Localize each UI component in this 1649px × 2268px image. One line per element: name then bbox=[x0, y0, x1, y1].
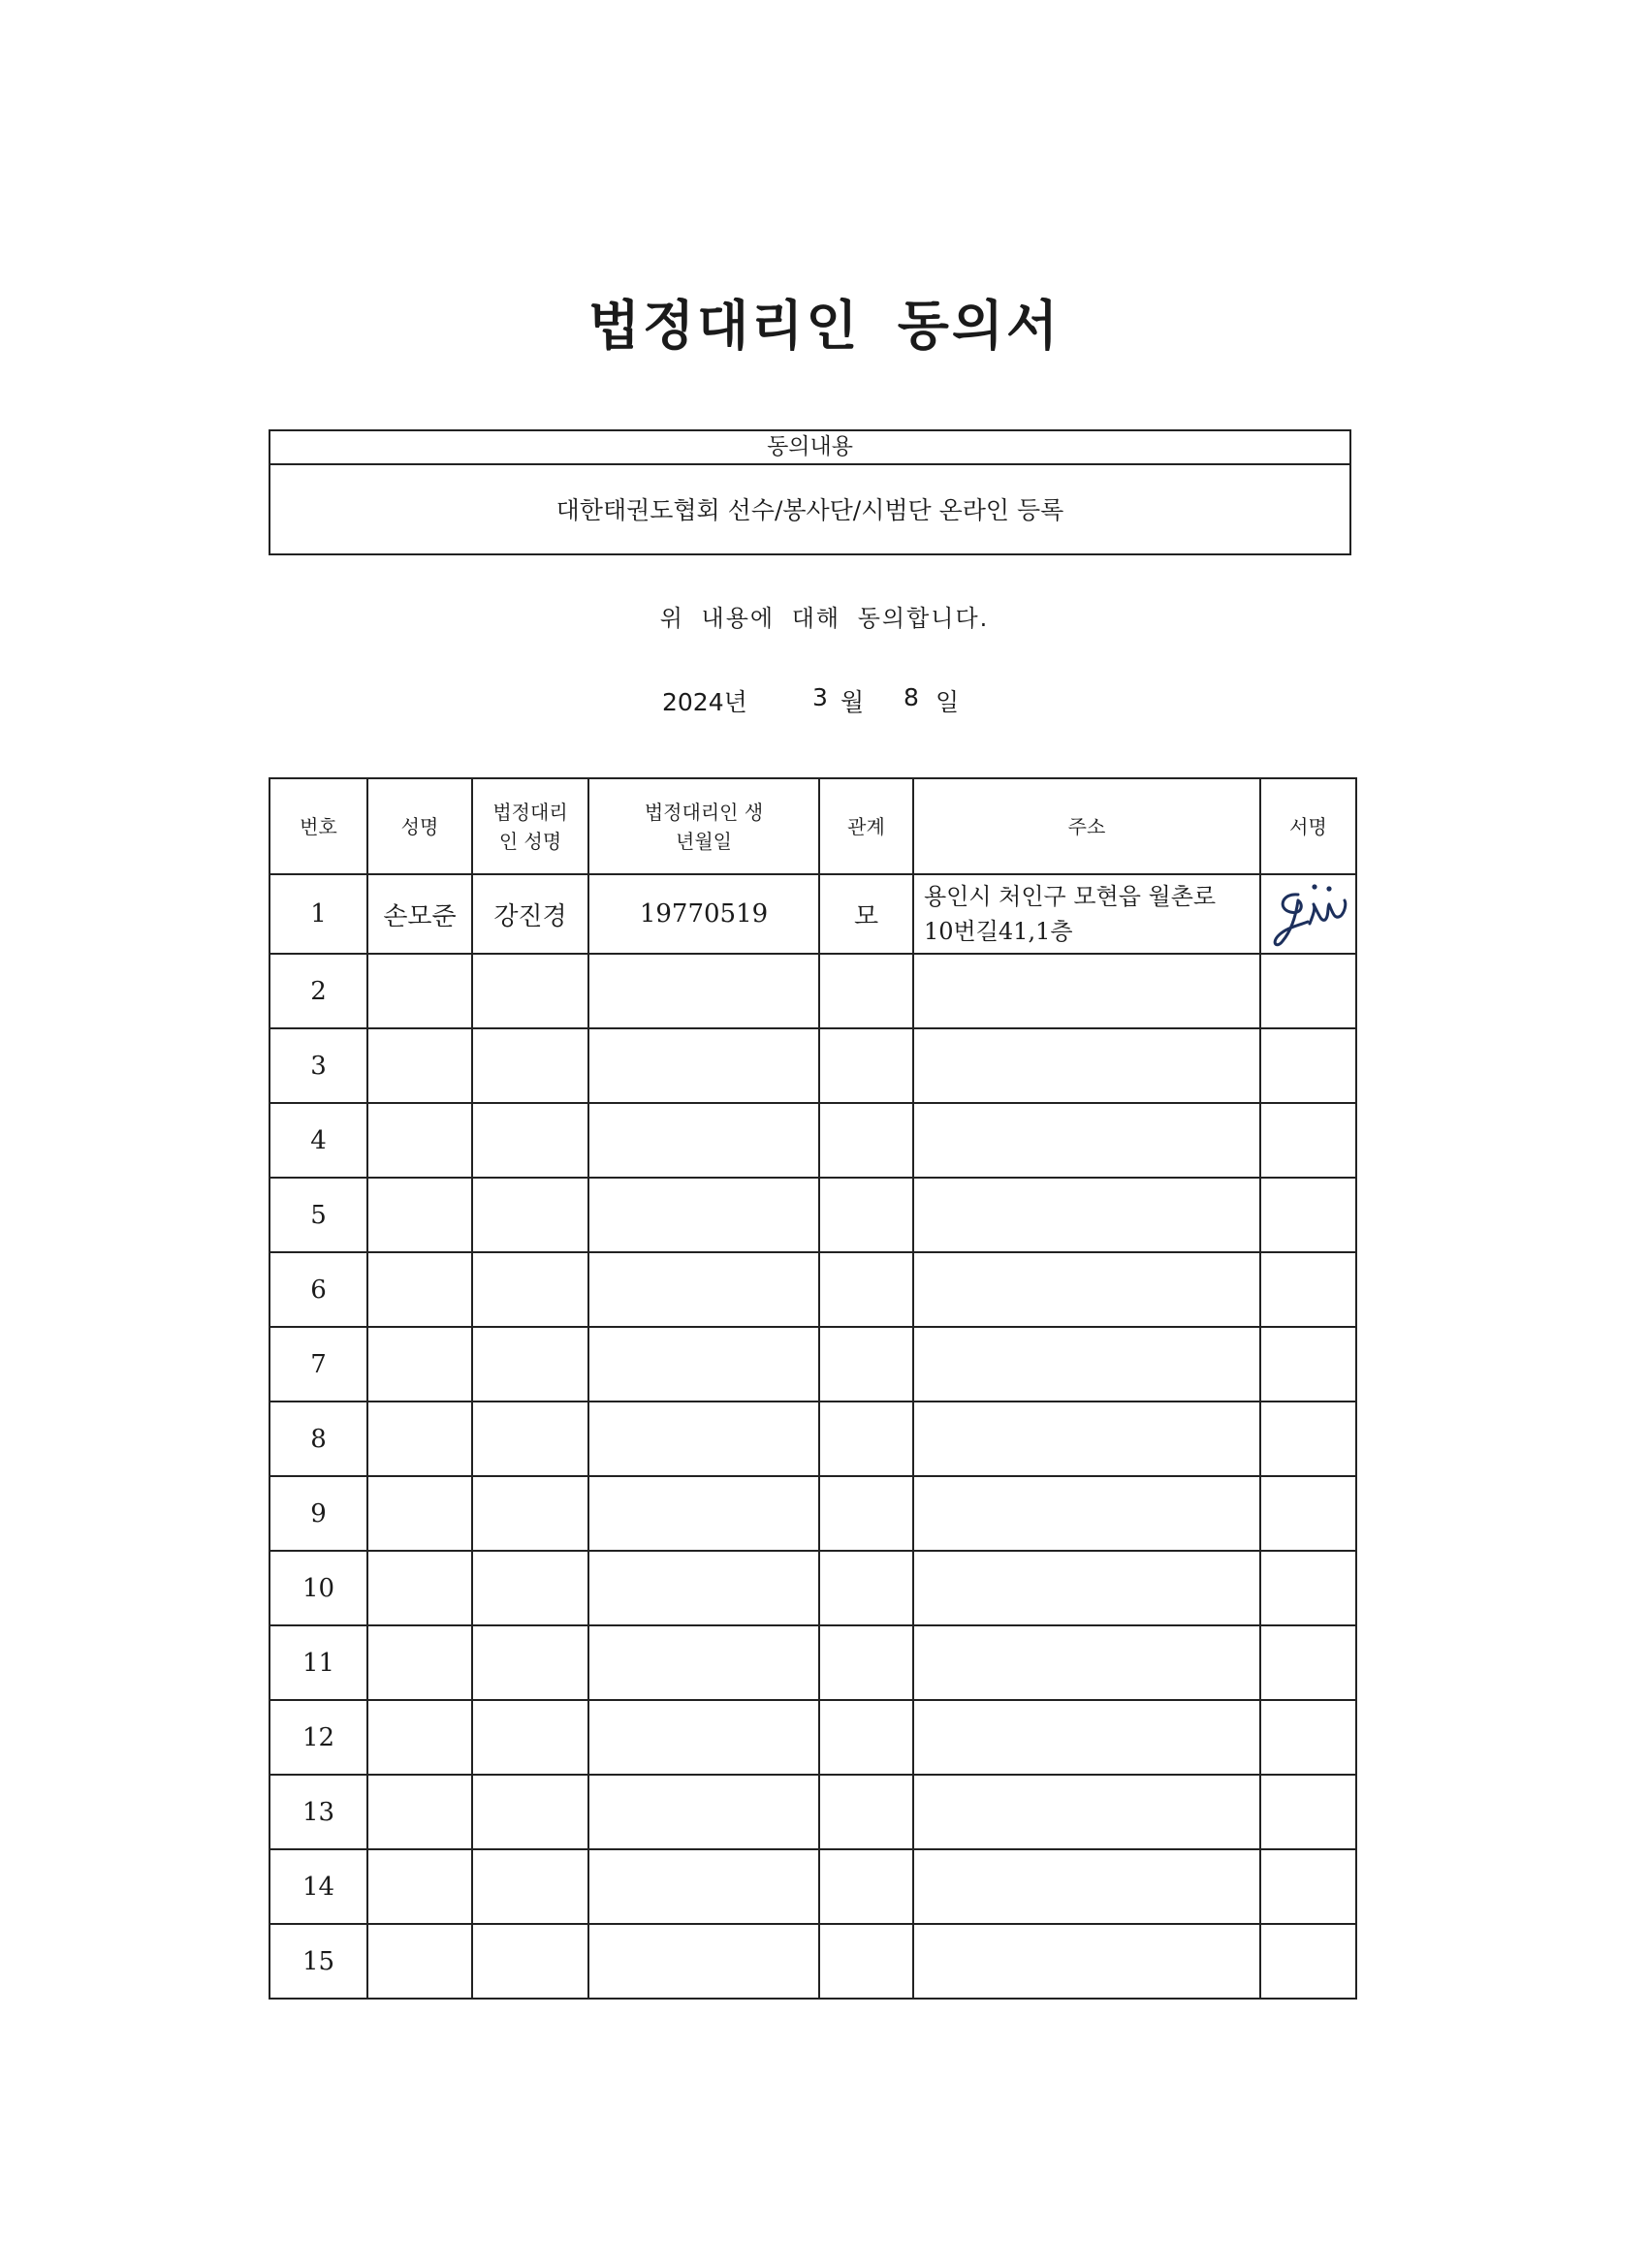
row-address bbox=[913, 1625, 1260, 1700]
row-no: 6 bbox=[270, 1252, 367, 1327]
row-no: 12 bbox=[270, 1700, 367, 1775]
row-guardian-name bbox=[472, 1476, 588, 1551]
row-name bbox=[367, 1775, 472, 1849]
row-guardian-birth bbox=[588, 1103, 819, 1178]
row-relation bbox=[819, 1327, 913, 1402]
row-signature bbox=[1260, 1700, 1356, 1775]
row-relation bbox=[819, 1252, 913, 1327]
row-relation bbox=[819, 1700, 913, 1775]
row-name bbox=[367, 1252, 472, 1327]
row-guardian-birth bbox=[588, 1178, 819, 1252]
header-guardian-name: 법정대리인 성명 bbox=[472, 778, 588, 874]
row-name bbox=[367, 1849, 472, 1924]
row-address bbox=[913, 954, 1260, 1028]
row-name bbox=[367, 1178, 472, 1252]
row-guardian-birth bbox=[588, 954, 819, 1028]
row-no: 1 bbox=[270, 874, 367, 954]
row-address bbox=[913, 1551, 1260, 1625]
row-signature bbox=[1260, 1252, 1356, 1327]
row-no: 9 bbox=[270, 1476, 367, 1551]
row-relation bbox=[819, 1028, 913, 1103]
row-no: 13 bbox=[270, 1775, 367, 1849]
registration-table bbox=[269, 777, 1357, 2000]
row-signature bbox=[1260, 1028, 1356, 1103]
consent-box bbox=[269, 429, 1351, 555]
row-guardian-birth bbox=[588, 1402, 819, 1476]
row-relation bbox=[819, 1178, 913, 1252]
date-year: 2024년 bbox=[662, 688, 747, 716]
header-guardian-birth: 법정대리인 생년월일 bbox=[588, 778, 819, 874]
row-signature bbox=[1260, 1775, 1356, 1849]
row-guardian-name bbox=[472, 954, 588, 1028]
row-no: 11 bbox=[270, 1625, 367, 1700]
row-address bbox=[913, 1103, 1260, 1178]
row-guardian-name bbox=[472, 1252, 588, 1327]
row-no: 5 bbox=[270, 1178, 367, 1252]
row-address bbox=[913, 1775, 1260, 1849]
row-address bbox=[913, 1028, 1260, 1103]
row-guardian-birth bbox=[588, 1625, 819, 1700]
row-name bbox=[367, 1551, 472, 1625]
row-relation bbox=[819, 954, 913, 1028]
table-row bbox=[270, 1028, 1356, 1103]
row-no: 2 bbox=[270, 954, 367, 1028]
row-signature bbox=[1260, 1924, 1356, 1999]
row-signature bbox=[1260, 1551, 1356, 1625]
row-signature bbox=[1260, 1402, 1356, 1476]
row-guardian-birth: 19770519 bbox=[588, 874, 819, 954]
row-no: 7 bbox=[270, 1327, 367, 1402]
row-guardian-birth bbox=[588, 1849, 819, 1924]
row-guardian-name bbox=[472, 1402, 588, 1476]
row-guardian-name: 강진경 bbox=[472, 874, 588, 954]
row-guardian-name bbox=[472, 1924, 588, 1999]
row-address bbox=[913, 1327, 1260, 1402]
row-guardian-name bbox=[472, 1700, 588, 1775]
table-row bbox=[270, 1327, 1356, 1402]
row-relation bbox=[819, 1849, 913, 1924]
table-row bbox=[270, 1625, 1356, 1700]
table-row bbox=[270, 1700, 1356, 1775]
row-relation bbox=[819, 1924, 913, 1999]
date-month: 3 bbox=[812, 683, 828, 711]
date-day-unit: 일 bbox=[935, 688, 960, 716]
row-no: 14 bbox=[270, 1849, 367, 1924]
row-relation: 모 bbox=[819, 874, 913, 954]
row-name: 손모준 bbox=[367, 874, 472, 954]
row-signature bbox=[1260, 1103, 1356, 1178]
row-signature bbox=[1260, 874, 1356, 954]
table-row bbox=[270, 1775, 1356, 1849]
table-row bbox=[270, 1402, 1356, 1476]
table-row bbox=[270, 954, 1356, 1028]
row-address: 용인시 처인구 모현읍 월촌로 10번길41,1층 bbox=[913, 874, 1260, 954]
table-row bbox=[270, 1178, 1356, 1252]
row-no: 3 bbox=[270, 1028, 367, 1103]
date-month-unit: 월 bbox=[840, 688, 865, 716]
row-address bbox=[913, 1924, 1260, 1999]
row-guardian-name bbox=[472, 1028, 588, 1103]
row-no: 8 bbox=[270, 1402, 367, 1476]
row-guardian-name bbox=[472, 1178, 588, 1252]
header-signature: 서명 bbox=[1260, 778, 1356, 874]
row-name bbox=[367, 1327, 472, 1402]
header-name: 성명 bbox=[367, 778, 472, 874]
agreement-statement: 위 내용에 대해 동의합니다. bbox=[659, 605, 990, 632]
row-relation bbox=[819, 1625, 913, 1700]
row-guardian-birth bbox=[588, 1700, 819, 1775]
row-name bbox=[367, 1700, 472, 1775]
row-relation bbox=[819, 1103, 913, 1178]
row-guardian-birth bbox=[588, 1551, 819, 1625]
row-no: 4 bbox=[270, 1103, 367, 1178]
document-title: 법정대리인 동의서 bbox=[587, 295, 1062, 357]
row-no: 10 bbox=[270, 1551, 367, 1625]
row-signature bbox=[1260, 1327, 1356, 1402]
row-signature bbox=[1260, 1476, 1356, 1551]
table-header-row bbox=[270, 778, 1356, 874]
row-signature bbox=[1260, 1178, 1356, 1252]
row-guardian-birth bbox=[588, 1924, 819, 1999]
row-guardian-name bbox=[472, 1551, 588, 1625]
row-name bbox=[367, 1625, 472, 1700]
row-name bbox=[367, 1924, 472, 1999]
row-address bbox=[913, 1849, 1260, 1924]
row-guardian-name bbox=[472, 1775, 588, 1849]
row-signature bbox=[1260, 1625, 1356, 1700]
row-guardian-name bbox=[472, 1849, 588, 1924]
table-row bbox=[270, 874, 1356, 954]
consent-content: 대한태권도협회 선수/봉사단/시범단 온라인 등록 bbox=[555, 496, 1064, 524]
row-guardian-birth bbox=[588, 1252, 819, 1327]
table-row bbox=[270, 1924, 1356, 1999]
row-guardian-name bbox=[472, 1327, 588, 1402]
row-guardian-birth bbox=[588, 1775, 819, 1849]
row-name bbox=[367, 1028, 472, 1103]
table-row bbox=[270, 1849, 1356, 1924]
row-name bbox=[367, 1476, 472, 1551]
row-guardian-name bbox=[472, 1103, 588, 1178]
row-address bbox=[913, 1402, 1260, 1476]
row-address bbox=[913, 1178, 1260, 1252]
row-relation bbox=[819, 1402, 913, 1476]
row-guardian-birth bbox=[588, 1327, 819, 1402]
header-relation: 관계 bbox=[819, 778, 913, 874]
table-row bbox=[270, 1551, 1356, 1625]
header-no: 번호 bbox=[270, 778, 367, 874]
handwritten-signature-icon bbox=[1269, 875, 1348, 953]
row-address bbox=[913, 1252, 1260, 1327]
row-signature bbox=[1260, 954, 1356, 1028]
row-guardian-name bbox=[472, 1625, 588, 1700]
row-name bbox=[367, 954, 472, 1028]
row-no: 15 bbox=[270, 1924, 367, 1999]
row-guardian-birth bbox=[588, 1476, 819, 1551]
row-guardian-birth bbox=[588, 1028, 819, 1103]
row-name bbox=[367, 1402, 472, 1476]
row-relation bbox=[819, 1476, 913, 1551]
table-row bbox=[270, 1476, 1356, 1551]
row-address bbox=[913, 1476, 1260, 1551]
row-signature bbox=[1260, 1849, 1356, 1924]
row-address bbox=[913, 1700, 1260, 1775]
row-relation bbox=[819, 1551, 913, 1625]
date-day: 8 bbox=[904, 683, 919, 711]
table-row bbox=[270, 1252, 1356, 1327]
row-name bbox=[367, 1103, 472, 1178]
table-row bbox=[270, 1103, 1356, 1178]
header-address: 주소 bbox=[913, 778, 1260, 874]
row-relation bbox=[819, 1775, 913, 1849]
consent-header: 동의내용 bbox=[270, 431, 1349, 465]
